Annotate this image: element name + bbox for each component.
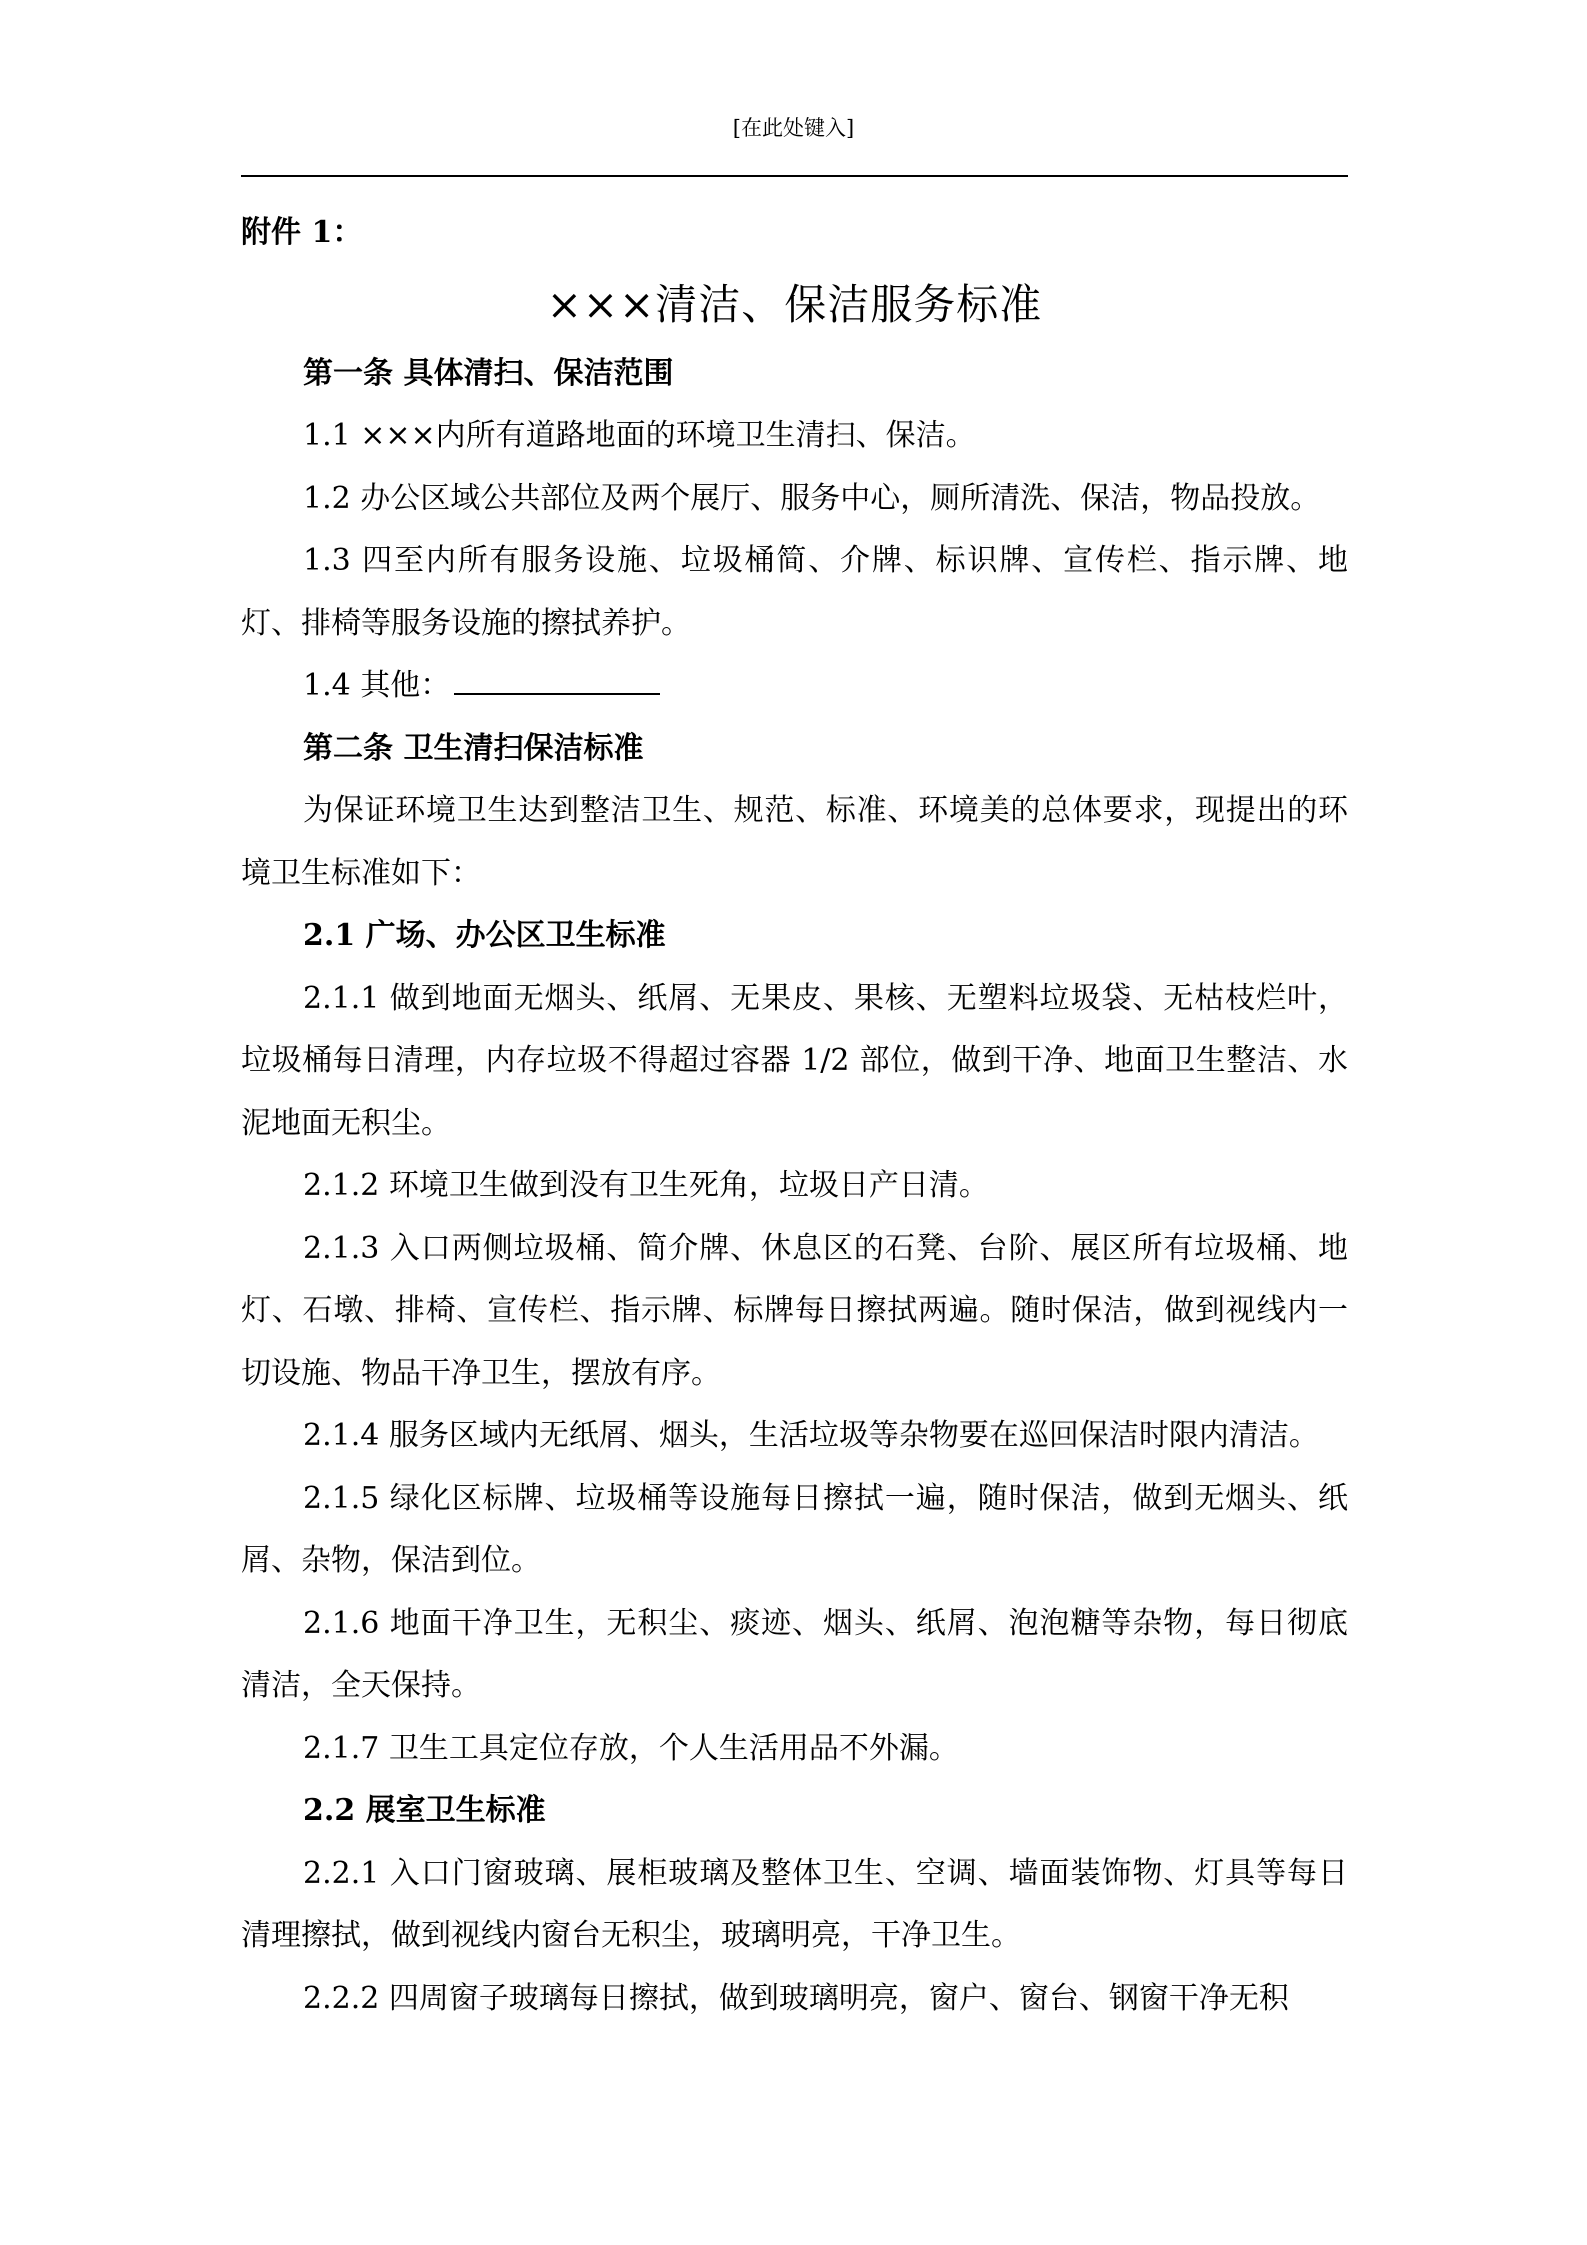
paragraph-2-1-1: 2.1.1 做到地面无烟头、纸屑、无果皮、果核、无塑料垃圾袋、无枯枝烂叶，垃圾桶每日清理，内存垃圾不得超过容器 1/2 部位，做到干净、地面卫生整洁、水泥地面无积尘。 [241, 980, 1348, 1141]
article-2-heading: 第二条 卫生清扫保洁标准 [303, 730, 644, 766]
paragraph-1-4 [241, 655, 1348, 718]
paragraph-2-2-2: 2.2.2 四周窗子玻璃每日擦拭，做到玻璃明亮，窗户、窗台、钢窗干净无积 [303, 1980, 1289, 2016]
header-rule [241, 175, 1348, 177]
paragraph-2-1-7: 2.1.7 卫生工具定位存放，个人生活用品不外漏。 [303, 1730, 959, 1766]
article-1-heading: 第一条 具体清扫、保洁范围 [303, 355, 674, 391]
paragraph-2-1-6: 2.1.6 地面干净卫生，无积尘、痰迹、烟头、纸屑、泡泡糖等杂物，每日彻底清洁，全天保持。 [241, 1605, 1348, 1703]
paragraph-1-2: 1.2 办公区域公共部位及两个展厅、服务中心，厕所清洗、保洁，物品投放。 [303, 480, 1321, 516]
paragraph-2-1-4: 2.1.4 服务区域内无纸屑、烟头，生活垃圾等杂物要在巡回保洁时限内清洁。 [303, 1418, 1319, 1453]
section-2-1-heading: 2.1 广场、办公区卫生标准 [303, 918, 666, 953]
paragraph-2-1-5: 2.1.5 绿化区标牌、垃圾桶等设施每日擦拭一遍，随时保洁，做到无烟头、纸屑、杂物，保洁到位。 [241, 1480, 1348, 1578]
document-title: ×××清洁、保洁服务标准 [546, 279, 1043, 329]
paragraph-1-3: 1.3 四至内所有服务设施、垃圾桶简、介牌、标识牌、宣传栏、指示牌、地灯、排椅等服务设施的擦拭养护。 [241, 543, 1348, 641]
attachment-label: 附件 1： [241, 215, 363, 250]
paragraph-2-1-2: 2.1.2 环境卫生做到没有卫生死角，垃圾日产日清。 [303, 1168, 989, 1203]
paragraph-2-1-3: 2.1.3 入口两侧垃圾桶、简介牌、休息区的石凳、台阶、展区所有垃圾桶、地灯、石墩、排椅、宣传栏、指示牌、标牌每日擦拭两遍。随时保洁，做到视线内一切设施、物品干净卫生，摆放有序。 [241, 1230, 1348, 1391]
paragraph-2-intro: 为保证环境卫生达到整洁卫生、规范、标准、环境美的总体要求，现提出的环境卫生标准如下： [241, 793, 1348, 891]
page-header: [在此处键入] [732, 116, 855, 140]
paragraph-1-4-label: 1.4 其他： [303, 668, 451, 703]
section-2-2-heading: 2.2 展室卫生标准 [303, 1793, 546, 1828]
paragraph-1-1: 1.1 ×××内所有道路地面的环境卫生清扫、保洁。 [303, 418, 976, 453]
paragraph-2-2-1: 2.2.1 入口门窗玻璃、展柜玻璃及整体卫生、空调、墙面装饰物、灯具等每日清理擦拭，做到视线内窗台无积尘，玻璃明亮，干净卫生。 [241, 1855, 1348, 1953]
document-body [241, 202, 1348, 2030]
fill-in-blank[interactable] [454, 665, 660, 695]
